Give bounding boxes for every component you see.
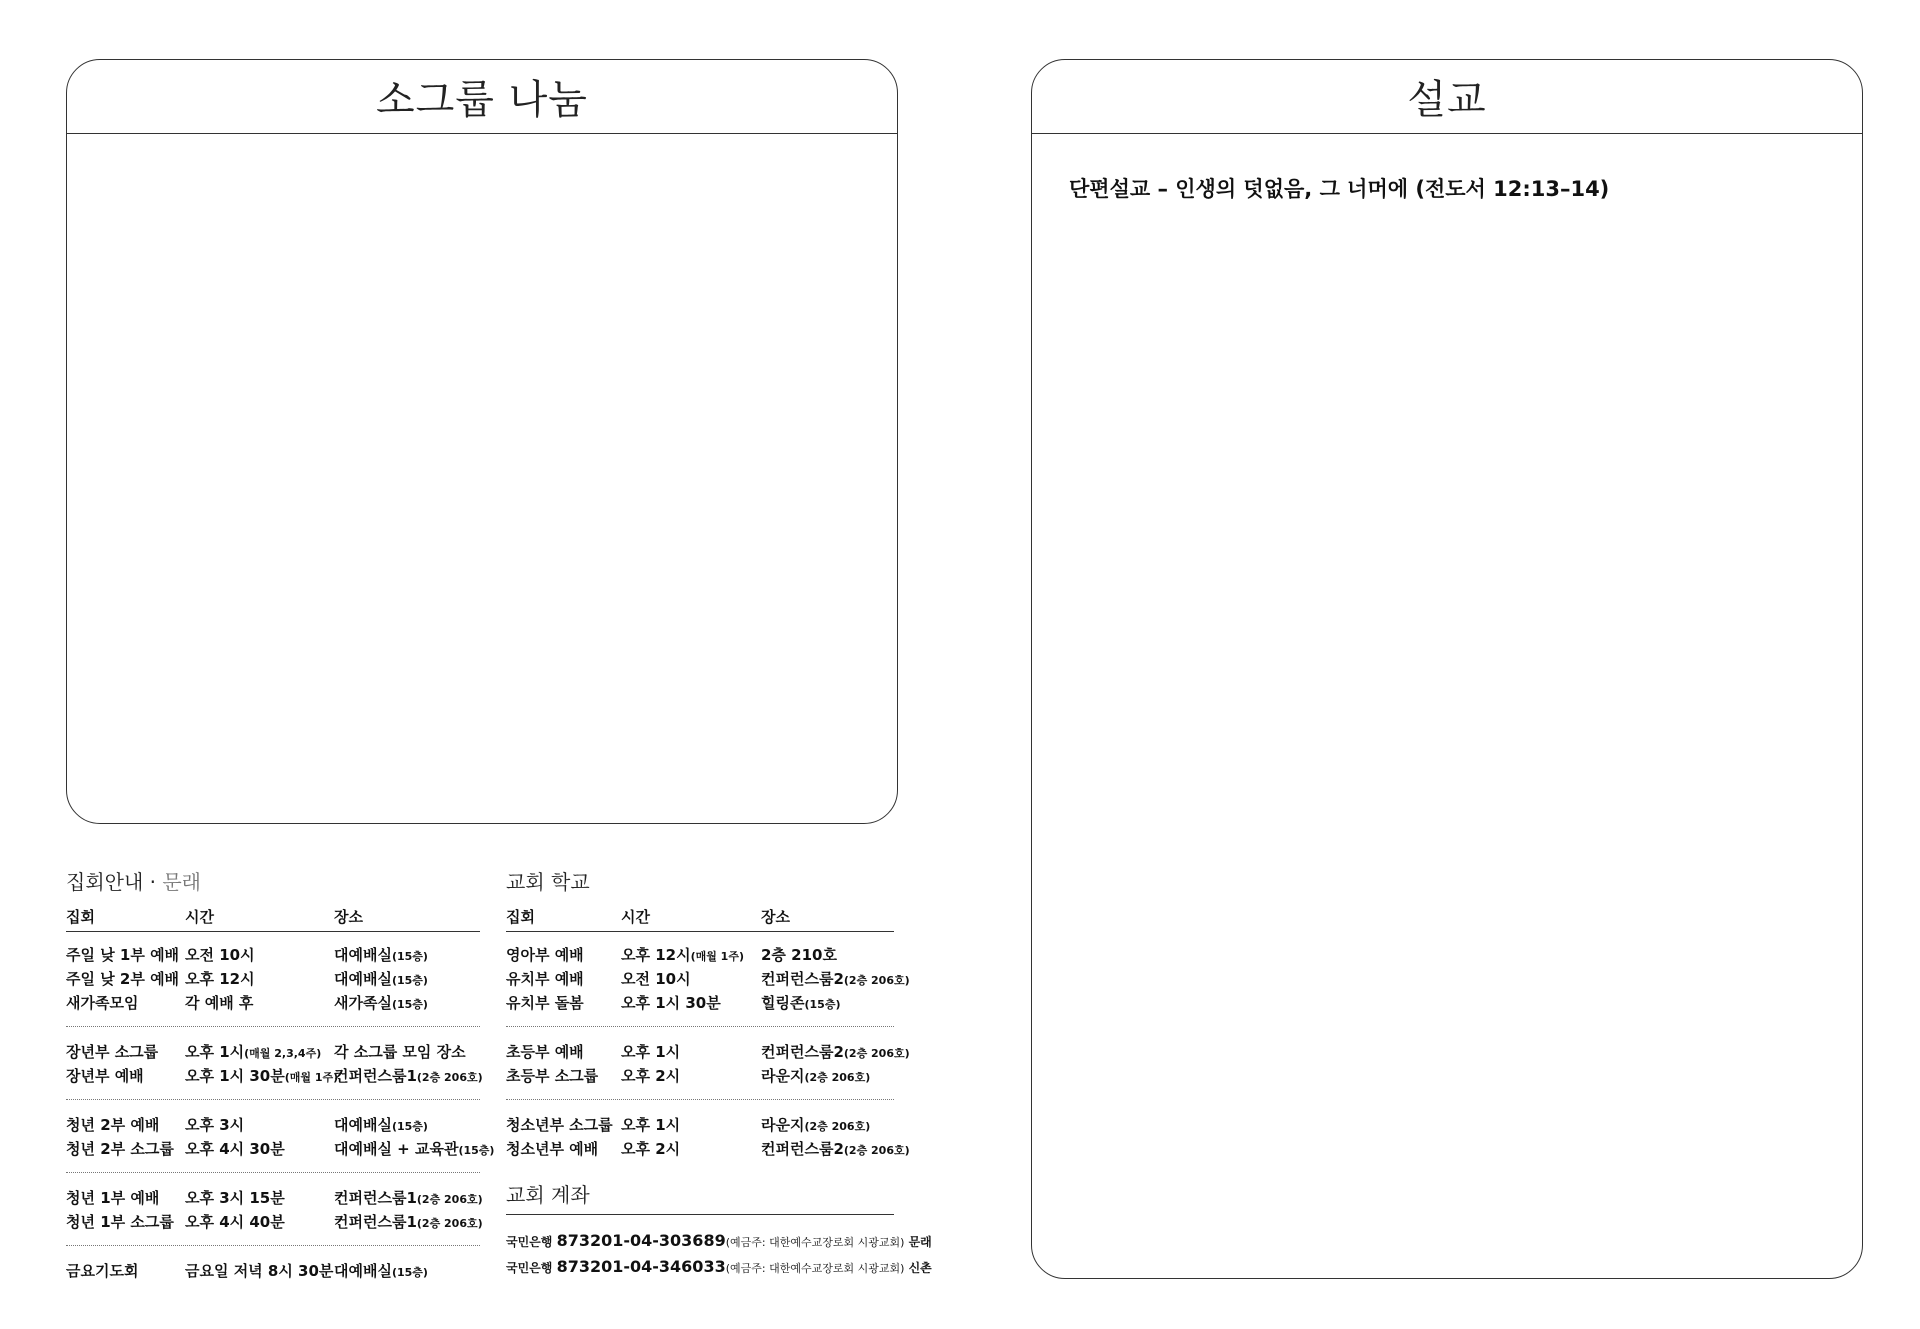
account-campus: 문래: [908, 1235, 932, 1249]
time-text: 오후 1시: [621, 1116, 681, 1134]
time-text: 오후 12시: [185, 970, 255, 988]
place-note: (15층): [391, 1120, 428, 1133]
meetings-table-body: [66, 944, 495, 1284]
group-divider: [506, 1026, 894, 1027]
time-text: 금요일 저녁 8시 30분: [185, 1262, 334, 1280]
table-row: [66, 1211, 483, 1235]
meetings-title-dot: ·: [149, 870, 156, 894]
sermon-title: 설교: [1032, 60, 1862, 134]
time-text: 오후 3시: [185, 1116, 245, 1134]
meeting-name: 청년 1부 소그룹: [66, 1213, 174, 1231]
meeting-place: [334, 1187, 483, 1208]
header-place: 장소: [334, 908, 363, 926]
place-note: (15층): [391, 998, 428, 1011]
place-note: (15층): [804, 998, 841, 1011]
table-row: [66, 1260, 480, 1284]
time-text: 오후 4시 30분: [185, 1140, 285, 1158]
accounts-divider: [506, 1214, 894, 1215]
church-school-table: [506, 906, 910, 1162]
meeting-place: [761, 1138, 910, 1159]
time-note: (매월 1주): [690, 950, 744, 963]
meeting-name: 금요기도회: [66, 1262, 139, 1280]
header-place: 장소: [761, 908, 790, 926]
meeting-time: [185, 944, 255, 965]
meeting-place: [761, 1065, 870, 1086]
place-text: 컨퍼런스룸1: [334, 1213, 417, 1231]
place-text: 힐링존: [761, 994, 805, 1012]
time-text: 오후 2시: [621, 1140, 681, 1158]
meeting-name: 청소년부 예배: [506, 1140, 599, 1158]
account-holder: (예금주: 대한예수교장로회 시광교회): [725, 1262, 905, 1275]
meeting-place: [761, 992, 840, 1013]
table-row: [66, 992, 480, 1016]
small-group-sharing-panel: [66, 59, 898, 824]
meeting-place: [334, 992, 428, 1013]
time-text: 오전 10시: [621, 970, 691, 988]
place-note: (2층 206호): [843, 974, 910, 987]
meeting-place: [761, 1041, 910, 1062]
meeting-name: 초등부 소그룹: [506, 1067, 599, 1085]
place-text: 각 소그룹 모임 장소: [334, 1043, 466, 1061]
meeting-name: 새가족모임: [66, 994, 139, 1012]
meeting-time: [185, 1114, 244, 1135]
sermon-panel: [1031, 59, 1863, 1279]
place-text: 컨퍼런스룸1: [334, 1189, 417, 1207]
meetings-table-header: [66, 906, 480, 932]
time-text: 오전 10시: [185, 946, 255, 964]
meeting-place: [334, 1114, 428, 1135]
table-row: [506, 992, 894, 1016]
account-number: 873201-04-303689: [556, 1231, 726, 1250]
small-group-sharing-title: 소그룹 나눔: [67, 60, 897, 134]
header-meeting: 집회: [506, 908, 535, 926]
account-bank: 국민은행: [506, 1261, 553, 1275]
meeting-time: [621, 1138, 680, 1159]
meetings-title: 집회안내: [66, 870, 144, 894]
place-text: 새가족실: [334, 994, 392, 1012]
group-divider: [66, 1099, 480, 1100]
account-holder: (예금주: 대한예수교장로회 시광교회): [725, 1236, 905, 1249]
time-text: 오후 4시 40분: [185, 1213, 285, 1231]
meeting-name: 청년 2부 예배: [66, 1116, 160, 1134]
meeting-time: [185, 1138, 285, 1159]
account-line-mullae: [506, 1231, 932, 1250]
header-meeting: 집회: [66, 908, 95, 926]
table-row: [66, 1114, 480, 1138]
time-text: 오후 1시: [185, 1043, 245, 1061]
meetings-table: [66, 906, 495, 1284]
meeting-name: 유치부 돌봄: [506, 994, 584, 1012]
header-time: 시간: [621, 908, 650, 926]
meeting-name: 초등부 예배: [506, 1043, 584, 1061]
group-divider: [66, 1245, 480, 1246]
table-row: [506, 1114, 894, 1138]
place-text: 대예배실 + 교육관: [334, 1140, 459, 1158]
time-text: 오후 1시: [621, 1043, 681, 1061]
accounts-title: 교회 계좌: [506, 1183, 590, 1207]
place-note: (2층 206호): [804, 1120, 871, 1133]
time-text: 오후 3시 15분: [185, 1189, 285, 1207]
meeting-name: 청년 2부 소그룹: [66, 1140, 174, 1158]
place-text: 대예배실: [334, 970, 392, 988]
place-text: 대예배실: [334, 1116, 392, 1134]
meeting-time: [621, 1065, 680, 1086]
account-line-sinchon: [506, 1257, 932, 1276]
table-row: [506, 968, 910, 992]
meeting-name: 주일 낮 1부 예배: [66, 946, 180, 964]
meeting-time: [621, 992, 721, 1013]
meeting-time: [185, 968, 255, 989]
account-number: 873201-04-346033: [556, 1257, 726, 1276]
meeting-time: [621, 1114, 680, 1135]
time-text: 오후 12시: [621, 946, 691, 964]
place-text: 컨퍼런스룸1: [334, 1067, 417, 1085]
meeting-time: [185, 1211, 285, 1232]
meeting-place: [334, 1041, 466, 1062]
meeting-place: [334, 1211, 483, 1232]
meeting-name: 장년부 예배: [66, 1067, 144, 1085]
account-bank: 국민은행: [506, 1235, 553, 1249]
place-note: (15층): [458, 1144, 495, 1157]
meeting-name: 청소년부 소그룹: [506, 1116, 613, 1134]
meetings-section-title: [66, 866, 201, 895]
group-divider: [66, 1026, 480, 1027]
place-text: 라운지: [761, 1116, 805, 1134]
time-text: 오후 1시 30분: [185, 1067, 285, 1085]
meeting-time: [185, 1041, 321, 1062]
meeting-time: [185, 1187, 285, 1208]
place-note: (2층 206호): [843, 1144, 910, 1157]
place-text: 컨퍼런스룸2: [761, 1140, 844, 1158]
meeting-name: 청년 1부 예배: [66, 1189, 160, 1207]
place-text: 대예배실: [334, 946, 392, 964]
time-text: 각 예배 후: [185, 994, 254, 1012]
place-text: 컨퍼런스룸2: [761, 1043, 844, 1061]
meeting-name: 주일 낮 2부 예배: [66, 970, 180, 988]
meeting-place: [334, 944, 428, 965]
group-divider: [66, 1172, 480, 1173]
place-text: 2층 210호: [761, 946, 837, 964]
place-text: 대예배실: [334, 1262, 392, 1280]
place-text: 라운지: [761, 1067, 805, 1085]
meeting-name: 유치부 예배: [506, 970, 584, 988]
table-row: [66, 1187, 483, 1211]
meeting-place: [334, 1260, 428, 1281]
table-row: [506, 1065, 894, 1089]
place-note: (15층): [391, 950, 428, 963]
table-row: [66, 968, 480, 992]
school-table-body: [506, 944, 910, 1162]
place-text: 컨퍼런스룸2: [761, 970, 844, 988]
time-text: 오후 2시: [621, 1067, 681, 1085]
meeting-time: [185, 1260, 333, 1281]
group-divider: [506, 1099, 894, 1100]
meetings-title-suffix: 문래: [162, 870, 201, 894]
time-note: (매월 1주): [284, 1071, 339, 1084]
table-row: [66, 944, 480, 968]
place-note: (2층 206호): [804, 1071, 871, 1084]
meeting-place: [334, 1138, 494, 1159]
time-note: (매월 2,3,4주): [244, 1047, 322, 1060]
meeting-time: [621, 968, 691, 989]
meeting-place: [761, 944, 837, 965]
meeting-place: [334, 1065, 483, 1086]
school-section-title: 교회 학교: [506, 870, 590, 894]
place-note: (2층 206호): [416, 1217, 483, 1230]
meeting-time: [185, 992, 253, 1013]
place-note: (2층 206호): [416, 1071, 483, 1084]
table-row: [66, 1138, 495, 1162]
place-note: (2층 206호): [416, 1193, 483, 1206]
table-row: [506, 1041, 910, 1065]
table-row: [66, 1041, 480, 1065]
meeting-place: [334, 968, 428, 989]
place-note: (15층): [391, 974, 428, 987]
meeting-time: [621, 1041, 680, 1062]
school-table-header: [506, 906, 894, 932]
table-row: [506, 1138, 910, 1162]
meeting-name: 영아부 예배: [506, 946, 584, 964]
meeting-place: [761, 1114, 870, 1135]
account-campus: 신촌: [908, 1261, 932, 1275]
place-note: (2층 206호): [843, 1047, 910, 1060]
table-row: [506, 944, 894, 968]
sermon-heading: 단편설교 – 인생의 덧없음, 그 너머에 (전도서 12:13–14): [1069, 177, 1610, 201]
header-time: 시간: [185, 908, 214, 926]
time-text: 오후 1시 30분: [621, 994, 721, 1012]
meeting-name: 장년부 소그룹: [66, 1043, 159, 1061]
meeting-place: [761, 968, 910, 989]
table-row: [66, 1065, 483, 1089]
meeting-time: [185, 1065, 338, 1086]
meeting-time: [621, 944, 744, 965]
place-note: (15층): [391, 1266, 428, 1279]
